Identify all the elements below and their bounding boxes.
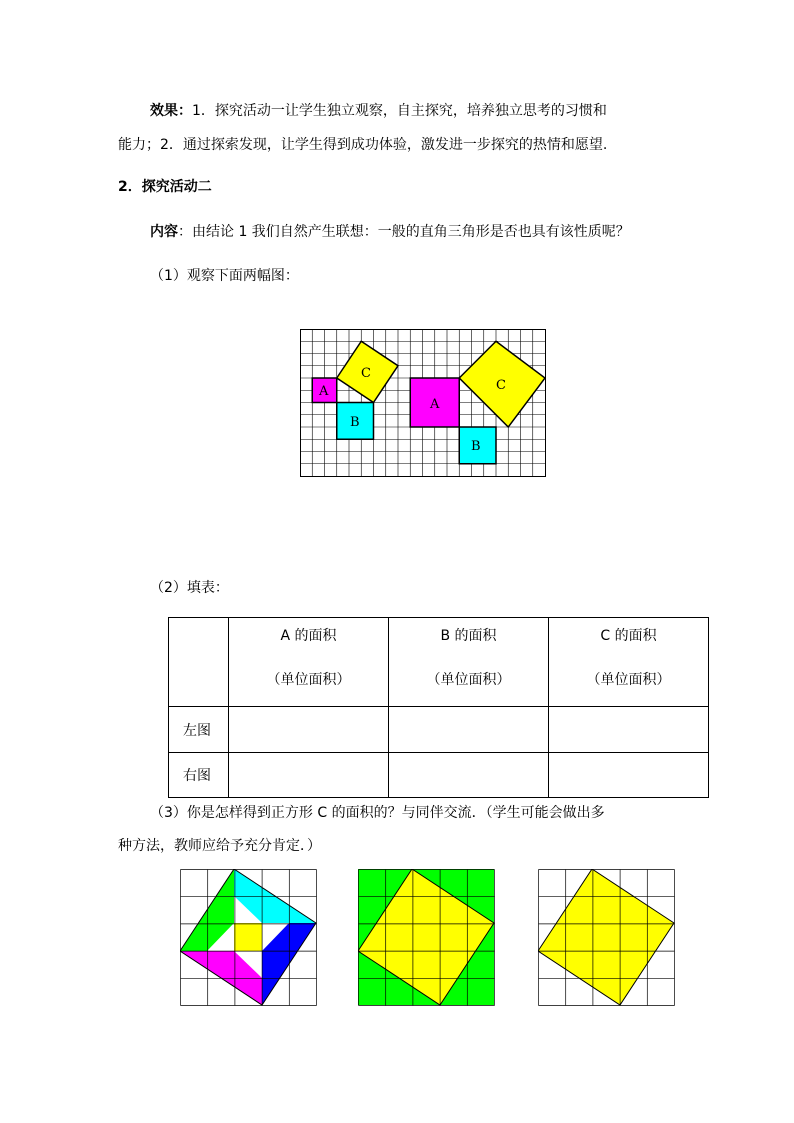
table-corner-cell <box>169 618 229 707</box>
effect-line-2 <box>118 135 607 155</box>
effect-label: 效果： <box>150 103 192 119</box>
step3-line-2: 种方法，教师应给予充分肯定．） <box>118 838 321 854</box>
step1-text: （1）观察下面两幅图： <box>150 268 299 284</box>
method-figure-3 <box>538 869 675 1006</box>
effect-text-2: 能力；2．通过探索发现，让学生得到成功体验，激发进一步探究的热情和愿望. <box>118 137 608 153</box>
right-label-b: B <box>471 439 481 454</box>
effect-line-1 <box>150 101 607 121</box>
effect-text-1: 1．探究活动一让学生独立观察，自主探究，培养独立思考的习惯和 <box>192 103 607 119</box>
content-text: ：由结论 1 我们自然产生联想：一般的直角三角形是否也具有该性质呢？ <box>178 224 630 240</box>
left-label-b: B <box>350 415 360 430</box>
table-header-row <box>169 618 709 707</box>
header-a <box>229 618 389 707</box>
left-label-a: A <box>319 384 329 399</box>
header-c-name: C 的面积 <box>600 628 657 644</box>
cell-left-c[interactable] <box>549 707 709 752</box>
header-b-name: B 的面积 <box>440 628 497 644</box>
right-label-a: A <box>430 397 440 412</box>
left-label-c: C <box>361 366 371 381</box>
cell-right-a[interactable] <box>229 752 389 797</box>
table-row <box>169 707 709 752</box>
cell-right-b[interactable] <box>389 752 549 797</box>
header-b-unit: （单位面积） <box>426 672 511 688</box>
row-label-right: 右图 <box>169 752 229 797</box>
table-row <box>169 752 709 797</box>
cell-left-a[interactable] <box>229 707 389 752</box>
right-label-c: C <box>496 378 506 393</box>
content-label: 内容 <box>150 224 178 240</box>
header-a-unit: （单位面积） <box>266 672 351 688</box>
grid-figure <box>300 329 548 477</box>
cell-left-b[interactable] <box>389 707 549 752</box>
header-b <box>389 618 549 707</box>
cell-right-c[interactable] <box>549 752 709 797</box>
header-a-name: A 的面积 <box>280 628 337 644</box>
step3-line-1: （3）你是怎样得到正方形 C 的面积的？与同伴交流．（学生可能会做出多 <box>150 805 605 821</box>
step2-text: （2）填表： <box>150 580 229 596</box>
content-line <box>150 222 630 242</box>
header-c-unit: （单位面积） <box>586 672 671 688</box>
method-figure-1 <box>180 869 317 1006</box>
section-heading: 2．探究活动二 <box>118 179 212 195</box>
fill-table <box>168 617 709 798</box>
method-figure-2 <box>358 869 495 1006</box>
region-center-yellow <box>234 923 262 951</box>
header-c <box>549 618 709 707</box>
row-label-left: 左图 <box>169 707 229 752</box>
